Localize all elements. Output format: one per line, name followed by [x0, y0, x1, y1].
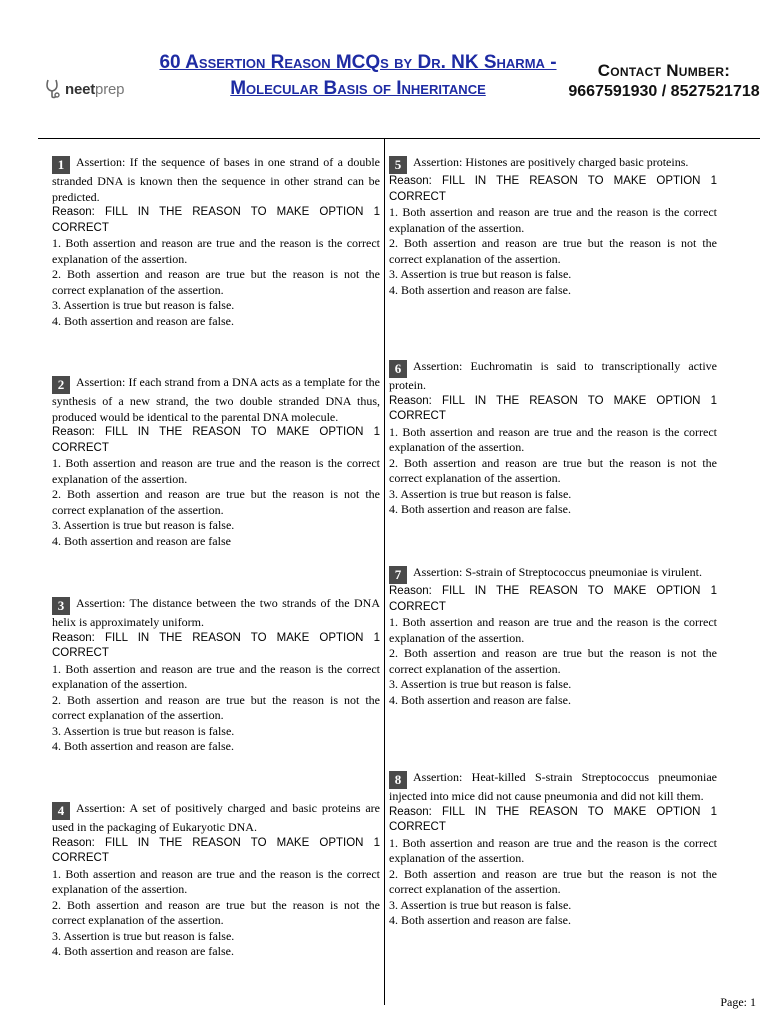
question-block-6: [389, 359, 717, 518]
question-reason: Reason: FILL IN THE REASON TO MAKE OPTION 1 CORRECT: [52, 426, 380, 454]
question-assertion: Assertion: Euchromatin is said to transcriptionally active protein.: [389, 359, 717, 392]
contact-numbers: 9667591930 / 8527521718: [568, 83, 760, 100]
option-2: 2. Both assertion and reason are true but the reason is not the correct explanation of the assertion.: [389, 866, 717, 896]
question-number: 5: [389, 156, 407, 174]
page-header: [0, 0, 768, 140]
option-1: 1. Both assertion and reason are true and the reason is the correct explanation of the assertion.: [52, 661, 380, 691]
option-2: 2. Both assertion and reason are true but the reason is not the correct explanation of the assertion.: [389, 236, 717, 266]
option-1: 1. Both assertion and reason are true and the reason is the correct explanation of the assertion.: [52, 456, 380, 486]
option-2: 2. Both assertion and reason are true but the reason is not the correct explanation of the assertion.: [52, 897, 380, 927]
question-assertion: Assertion: A set of positively charged and basic proteins are used in the packaging of Eukaryotic DNA.: [52, 801, 380, 834]
page-number: Page: 1: [720, 995, 756, 1009]
column-divider: [384, 139, 385, 1005]
option-1: 1. Both assertion and reason are true and the reason is the correct explanation of the assertion.: [52, 236, 380, 266]
contact-block: [566, 60, 762, 102]
question-assertion: Assertion: If the sequence of bases in one strand of a double stranded DNA is known then the sequence in other strand can be predicted.: [52, 155, 380, 204]
option-4: 4. Both assertion and reason are false.: [389, 282, 571, 297]
option-1: 1. Both assertion and reason are true and the reason is the correct explanation of the assertion.: [389, 205, 717, 235]
option-4: 4. Both assertion and reason are false.: [52, 739, 234, 753]
option-3: 3. Assertion is true but reason is false.: [389, 267, 572, 281]
option-3: 3. Assertion is true but reason is false.: [52, 518, 235, 532]
logo-text-prep: prep: [95, 80, 125, 98]
option-3: 3. Assertion is true but reason is false.: [52, 723, 235, 738]
question-reason: Reason: FILL IN THE REASON TO MAKE OPTION 1 CORRECT: [389, 585, 717, 613]
question-reason: Reason: FILL IN THE REASON TO MAKE OPTION 1 CORRECT: [389, 805, 717, 833]
option-4: 4. Both assertion and reason are false.: [389, 913, 571, 927]
neetprep-logo[interactable]: [44, 78, 124, 100]
option-1: 1. Both assertion and reason are true and the reason is the correct explanation of the assertion.: [389, 615, 717, 645]
option-1: 1. Both assertion and reason are true and the reason is the correct explanation of the assertion.: [389, 835, 717, 865]
document-title[interactable]: 60 Assertion Reason MCQs by Dr. NK Sharma - Molecular Basis of Inheritance: [159, 52, 557, 99]
question-block-8: [389, 770, 717, 929]
option-1: 1. Both assertion and reason are true and the reason is the correct explanation of the assertion.: [389, 424, 717, 454]
option-3: 3. Assertion is true but reason is false.: [389, 897, 572, 912]
question-block-1: [52, 155, 380, 329]
option-2: 2. Both assertion and reason are true but the reason is not the correct explanation of the assertion.: [389, 646, 717, 676]
option-4: 4. Both assertion and reason are false.: [389, 502, 571, 516]
option-1: 1. Both assertion and reason are true and the reason is the correct explanation of the assertion.: [52, 866, 380, 896]
question-block-7: [389, 565, 717, 708]
option-3: 3. Assertion is true but reason is false.: [52, 298, 235, 312]
option-2: 2. Both assertion and reason are true but the reason is not the correct explanation of the assertion.: [52, 267, 380, 297]
option-4: 4. Both assertion and reason are false.: [389, 692, 571, 707]
option-2: 2. Both assertion and reason are true but the reason is not the correct explanation of the assertion.: [52, 692, 380, 722]
option-4: 4. Both assertion and reason are false.: [52, 944, 234, 958]
option-2: 2. Both assertion and reason are true but the reason is not the correct explanation of the assertion.: [52, 487, 380, 517]
option-3: 3. Assertion is true but reason is false.: [52, 928, 235, 943]
header-divider: [38, 138, 760, 139]
contact-label: Contact Number:: [597, 61, 731, 80]
question-reason: Reason: FILL IN THE REASON TO MAKE OPTION 1 CORRECT: [389, 175, 717, 203]
question-number: 8: [389, 771, 407, 789]
option-3: 3. Assertion is true but reason is false.: [389, 677, 572, 691]
question-number: 4: [52, 802, 70, 820]
question-reason: Reason: FILL IN THE REASON TO MAKE OPTION 1 CORRECT: [389, 394, 717, 422]
question-number: 7: [389, 566, 407, 584]
question-assertion: Assertion: Histones are positively charged basic proteins.: [413, 155, 689, 169]
stethoscope-icon: [44, 78, 62, 100]
question-number: 2: [52, 376, 70, 394]
question-block-4: [52, 801, 380, 960]
question-assertion: Assertion: The distance between the two strands of the DNA helix is approximately uniform.: [52, 596, 380, 629]
option-3: 3. Assertion is true but reason is false.: [389, 486, 572, 501]
option-2: 2. Both assertion and reason are true but the reason is not the correct explanation of the assertion.: [389, 455, 717, 485]
question-block-2: [52, 375, 380, 549]
question-block-3: [52, 596, 380, 755]
logo-wordmark: [65, 81, 124, 98]
question-assertion: Assertion: Heat-killed S-strain Streptococcus pneumoniae injected into mice did not cause pneumonia and did not kill them.: [389, 770, 717, 803]
question-number: 3: [52, 597, 70, 615]
question-number: 1: [52, 156, 70, 174]
option-4: 4. Both assertion and reason are false.: [52, 313, 234, 328]
question-number: 6: [389, 360, 407, 378]
question-reason: Reason: FILL IN THE REASON TO MAKE OPTION 1 CORRECT: [52, 836, 380, 864]
question-block-5: [389, 155, 717, 298]
question-reason: Reason: FILL IN THE REASON TO MAKE OPTION 1 CORRECT: [52, 631, 380, 659]
question-reason: Reason: FILL IN THE REASON TO MAKE OPTION 1 CORRECT: [52, 206, 380, 234]
logo-text-neet: neet: [65, 80, 96, 98]
option-4: 4. Both assertion and reason are false: [52, 533, 231, 548]
question-assertion: Assertion: If each strand from a DNA acts as a template for the synthesis of a new strand, the two double stranded DNA thus, produced would be identical to the parental DNA molecule.: [52, 375, 380, 424]
question-assertion: Assertion: S-strain of Streptococcus pneumoniae is virulent.: [413, 565, 702, 579]
